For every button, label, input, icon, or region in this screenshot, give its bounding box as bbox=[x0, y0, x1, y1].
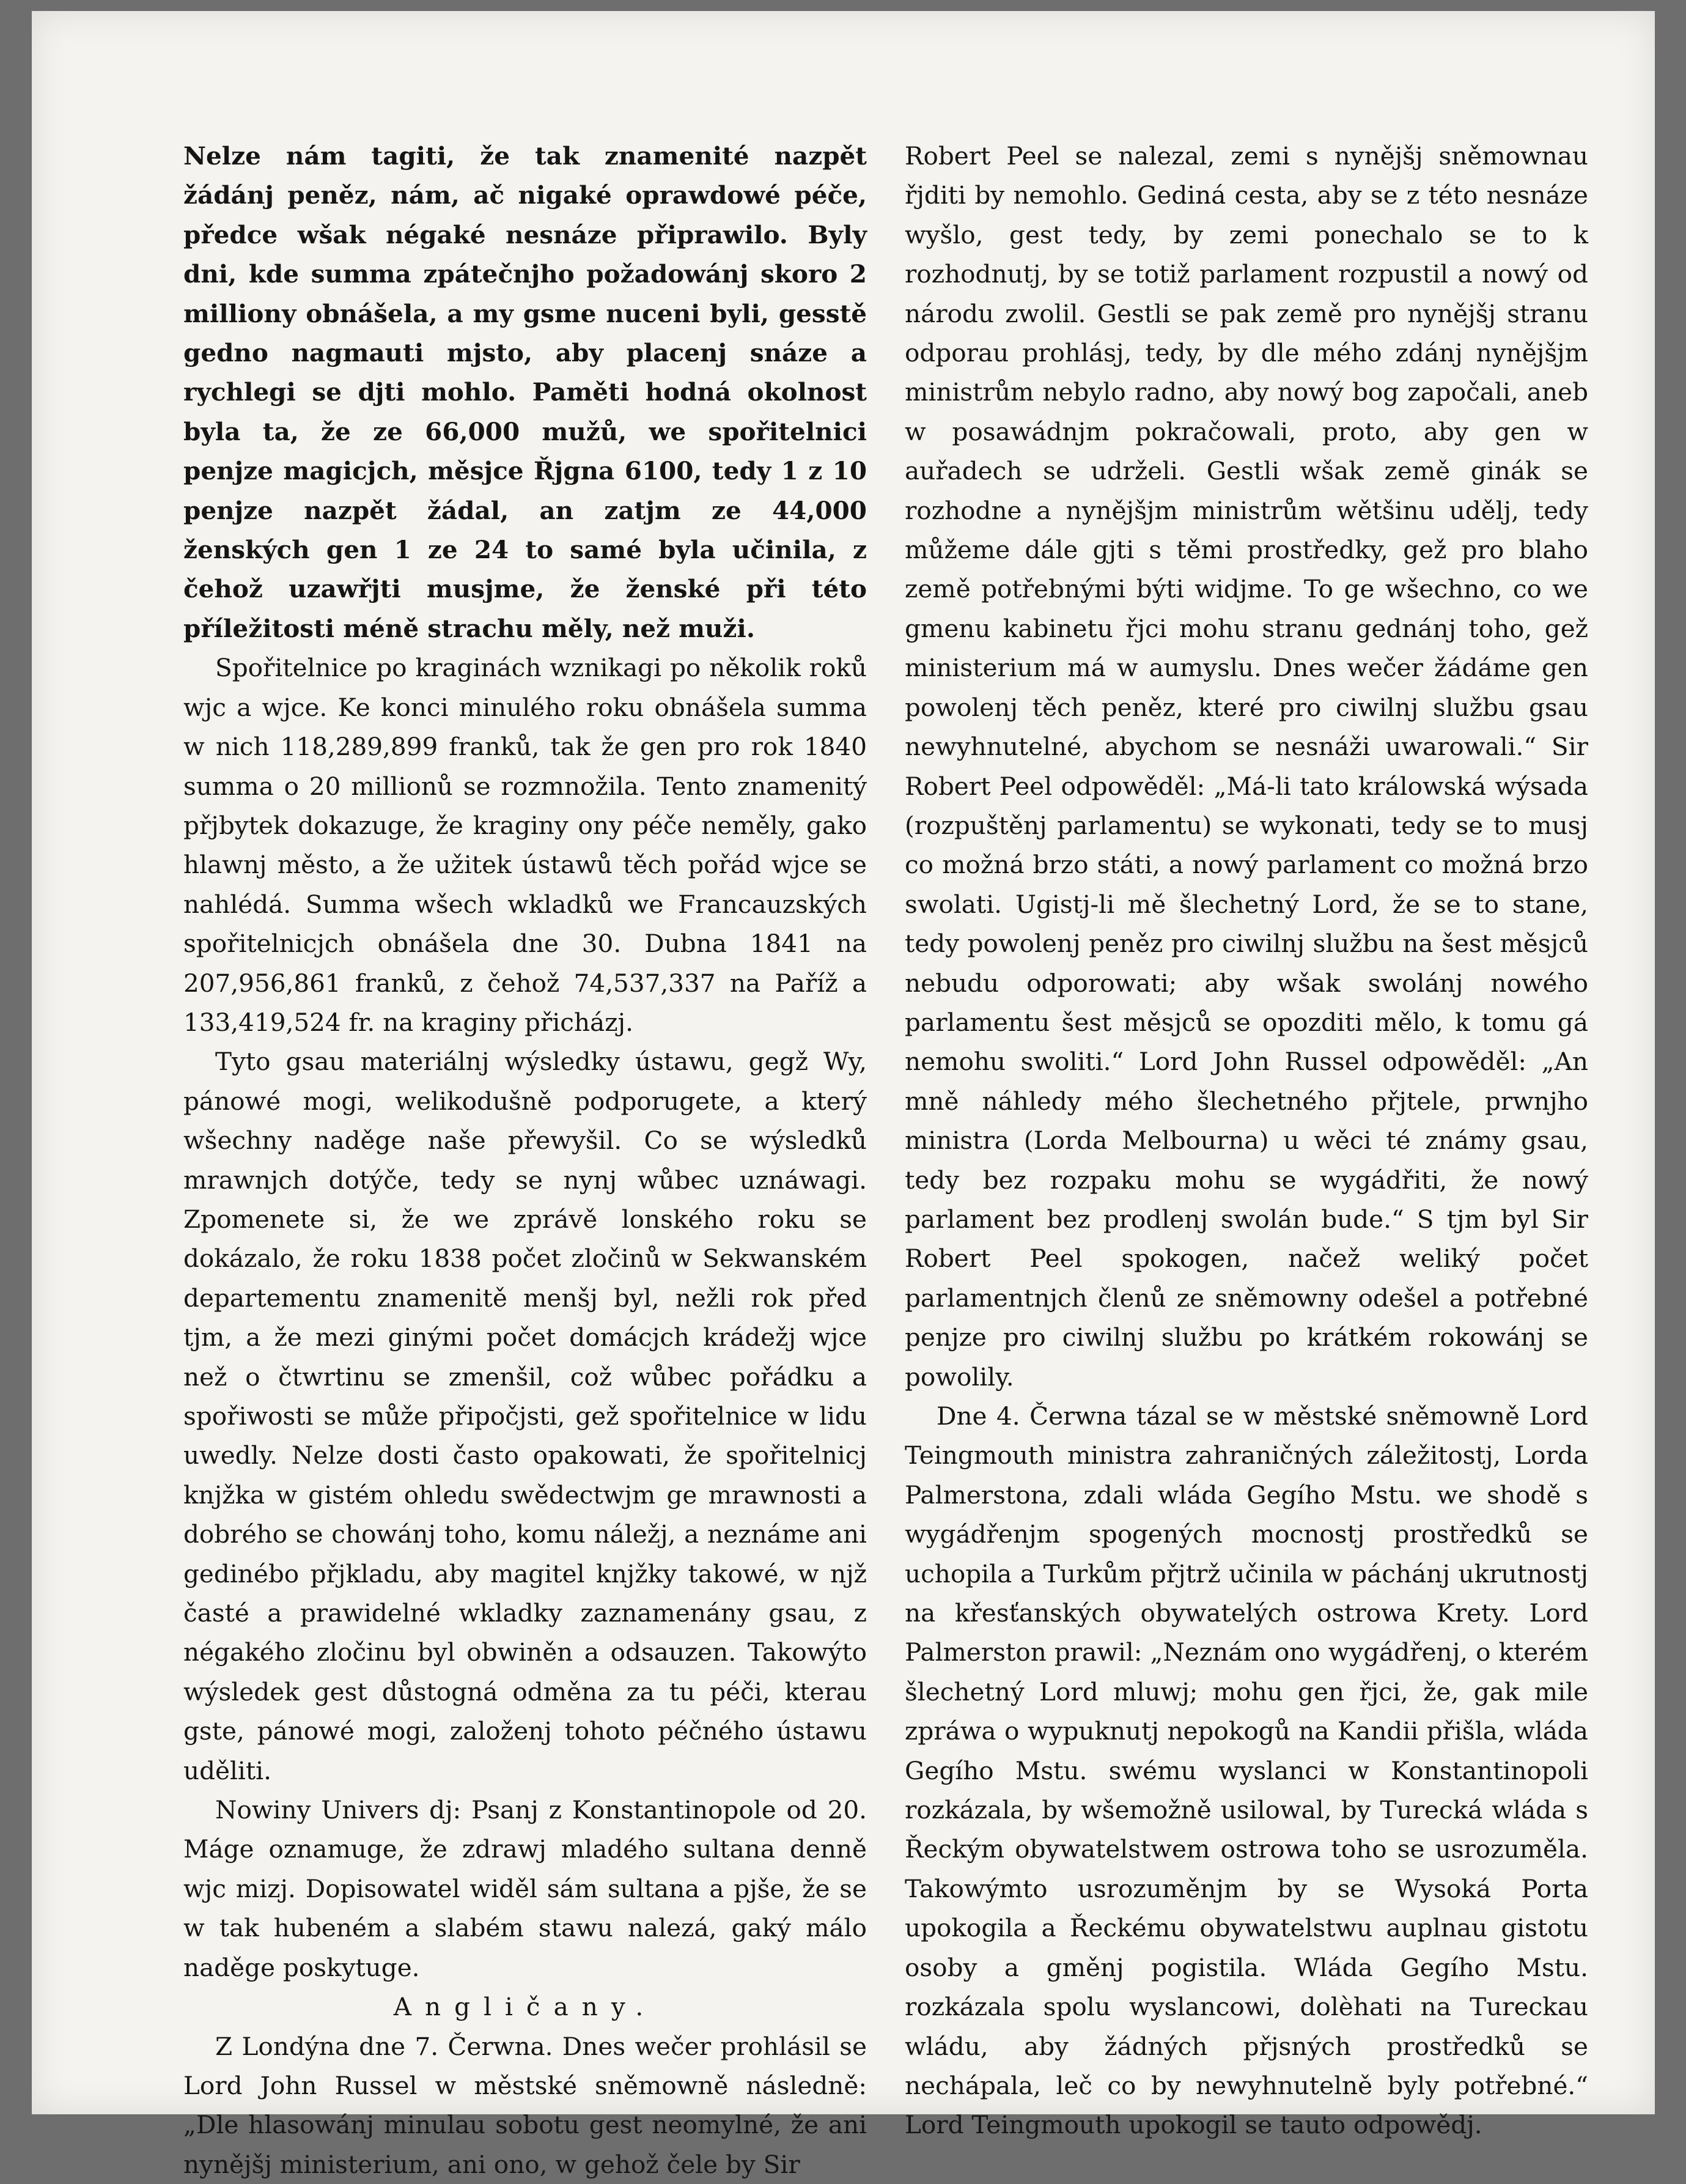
paragraph-london-report: Z Londýna dne 7. Čerwna. Dnes wečer prohlásil se Lord John Russel w městské sněmowně následně: „Dle hlasowánj minulau sobotu gest neomylné, že ani nynějšj ministerium, ani ono, w gehož čele by Sir bbox=[183, 2027, 867, 2184]
paragraph-parliament-debate: Robert Peel se nalezal, zemi s nynějšj sněmownau řjditi by nemohlo. Gediná cesta, aby se z této nesnáze wyšlo, gest tedy, by zemi ponechalo se to k rozhodnutj, by se totiž parlament rozpustil a nowý od národu zwolil. Gestli se pak země pro nynějšj stranu odporau prohlásj, tedy, by dle mého zdánj nynějšjm ministrům nebylo radno, aby nowý bog započali, aneb w posawádnjm pokračowali, proto, aby gen w auřadech se udrželi. Gestli wšak země ginák se rozhodne a nynějšjm ministrům wětšinu udělj, tedy můžeme dále gjti s těmi prostředky, gež pro blaho země potřebnými býti widjme. To ge wšechno, co we gmenu kabinetu řjci mohu stranu gednánj toho, gež ministerium má w aumyslu. Dnes wečer žádáme gen powolenj těch peněz, které pro ciwilnj službu gsau newyhnutelné, abychom se nesnáži uwarowali.“ Sir Robert Peel odpowěděl: „Má-li tato králowská wýsada (rozpuštěnj parlamentu) se wykonati, tedy se to musj co možná brzo státi, a nowý parlament co možná brzo swolati. Ugistj-li mě šlechetný Lord, že se to stane, tedy powolenj peněz pro ciwilnj službu na šest měsjců nebudu odporowati; aby wšak swolánj nowého parlamentu šest měsjců se opozditi mělo, k tomu gá nemohu swoliti.“ Lord John Russel odpowěděl: „An mně náhledy mého šlechetného přjtele, prwnjho ministra (Lorda Melbourna) u wěci té známy gsau, tedy bez rozpaku mohu se wygádřiti, že nowý parlament bez prodlenj swolán bude.“ S tjm byl Sir Robert Peel spokogen, načež weliký počet parlamentnjch členů ze sněmowny odešel a potřebné penjze pro ciwilnj službu po krátkém rokowánj se powolily. bbox=[905, 136, 1588, 1396]
paragraph-savings-withdrawals: Nelze nám tagiti, že tak znamenité nazpět žádánj peněz, nám, ač nigaké oprawdowé péče, předce wšak négaké nesnáze připrawilo. Byly dni, kde summa zpátečnjho požadowánj skoro 2 milliony obnášela, a my gsme nuceni byli, gesstě gedno nagmauti mjsto, aby placenj snáze a rychlegi se djti mohlo. Paměti hodná okolnost byla ta, že ze 66,000 mužů, we spořitelnici penjze magicjch, měsjce Řjgna 6100, tedy 1 z 10 penjze nazpět žádal, an zatjm ze 44,000 ženských gen 1 ze 24 to samé byla učinila, z čehož uzawřjti musjme, že ženské při této příležitosti méně strachu měly, než muži. bbox=[183, 136, 867, 648]
section-heading-england: Angličany. bbox=[183, 1987, 867, 2026]
paragraph-savings-provinces: Spořitelnice po kraginách wznikagi po několik roků wjc a wjce. Ke konci minulého roku obnášela summa w nich 118,289,899 franků, tak že gen pro rok 1840 summa o 20 millionů se rozmnožila. Tento znamenitý přjbytek dokazuge, že kraginy ony péče neměly, gako hlawnj město, a že užitek ústawů těch pořád wjce se nahlédá. Summa wšech wkladků we Francauzských spořitelnicjch obnášela dne 30. Dubna 1841 na 207,956,861 franků, z čehož 74,537,337 na Paříž a 133,419,524 fr. na kraginy přicházj. bbox=[183, 648, 867, 1042]
left-column bbox=[183, 136, 867, 2184]
newspaper-page bbox=[32, 11, 1655, 2114]
right-column bbox=[905, 136, 1588, 2145]
paragraph-crete-question: Dne 4. Čerwna tázal se w městské sněmowně Lord Teingmouth ministra zahraničných záležitostj, Lorda Palmerstona, zdali wláda Gegího Mstu. we shodě s wygádřenjm spogených mocnostj prostředků se uchopila a Turkům přjtrž učinila w páchánj ukrutnostj na křesťanských obywatelých ostrowa Krety. Lord Palmerston prawil: „Neznám ono wygádřenj, o kterém šlechetný Lord mluwj; mohu gen řjci, že, gak mile zpráwa o wypuknutj nepokogů na Kandii přišla, wláda Gegího Mstu. swému wyslanci w Konstantinopoli rozkázala, by wšemožně usilowal, by Turecká wláda s Řeckým obywatelstwem ostrowa toho se usrozuměla. Takowýmto usrozuměnjm by se Wysoká Porta upokogila a Řeckému obywatelstwu auplnau gistotu osoby a gměnj pogistila. Wláda Gegího Mstu. rozkázala spolu wyslancowi, dolèhati na Tureckau wládu, aby žádných přjsných prostředků se nechápala, leč co by newyhnutelně byly potřebné.“ Lord Teingmouth upokogil se tauto odpowědj. bbox=[905, 1396, 1588, 2145]
paragraph-sultan-health: Nowiny Univers dj: Psanj z Konstantinopole od 20. Máge oznamuge, že zdrawj mladého sultana denně wjc mizj. Dopisowatel widěl sám sultana a pjše, že se w tak hubeném a slabém stawu nalezá, gaký málo naděge poskytuge. bbox=[183, 1790, 867, 1987]
paragraph-moral-results: Tyto gsau materiálnj wýsledky ústawu, gegž Wy, pánowé mogi, welikodušně podporugete, a který wšechny naděge naše přewyšil. Co se wýsledků mrawnjch dotýče, tedy se nynj wůbec uznáwagi. Zpomenete si, že we zprávě lonského roku se dokázalo, že roku 1838 počet zločinů w Sekwanském departementu znamenitě menšj byl, nežli rok před tjm, a že mezi ginými počet domácjch krádežj wjce než o čtwrtinu se zmenšil, což wůbec pořádku a spořiwosti se může připočjsti, gež spořitelnice w lidu uwedly. Nelze dosti často opakowati, že spořitelnicj knjžka w gistém ohledu swědectwjm ge mrawnosti a dobrého se chowánj toho, komu náležj, a neznáme ani gedinébo přjkladu, aby magitel knjžky takowé, w njž časté a prawidelné wkladky zaznamenány gsau, z négakého zločinu byl obwiněn a odsauzen. Takowýto wýsledek gest důstogná odměna za tu péči, kterau gste, pánowé mogi, založenj tohoto péčného ústawu uděliti. bbox=[183, 1042, 867, 1790]
